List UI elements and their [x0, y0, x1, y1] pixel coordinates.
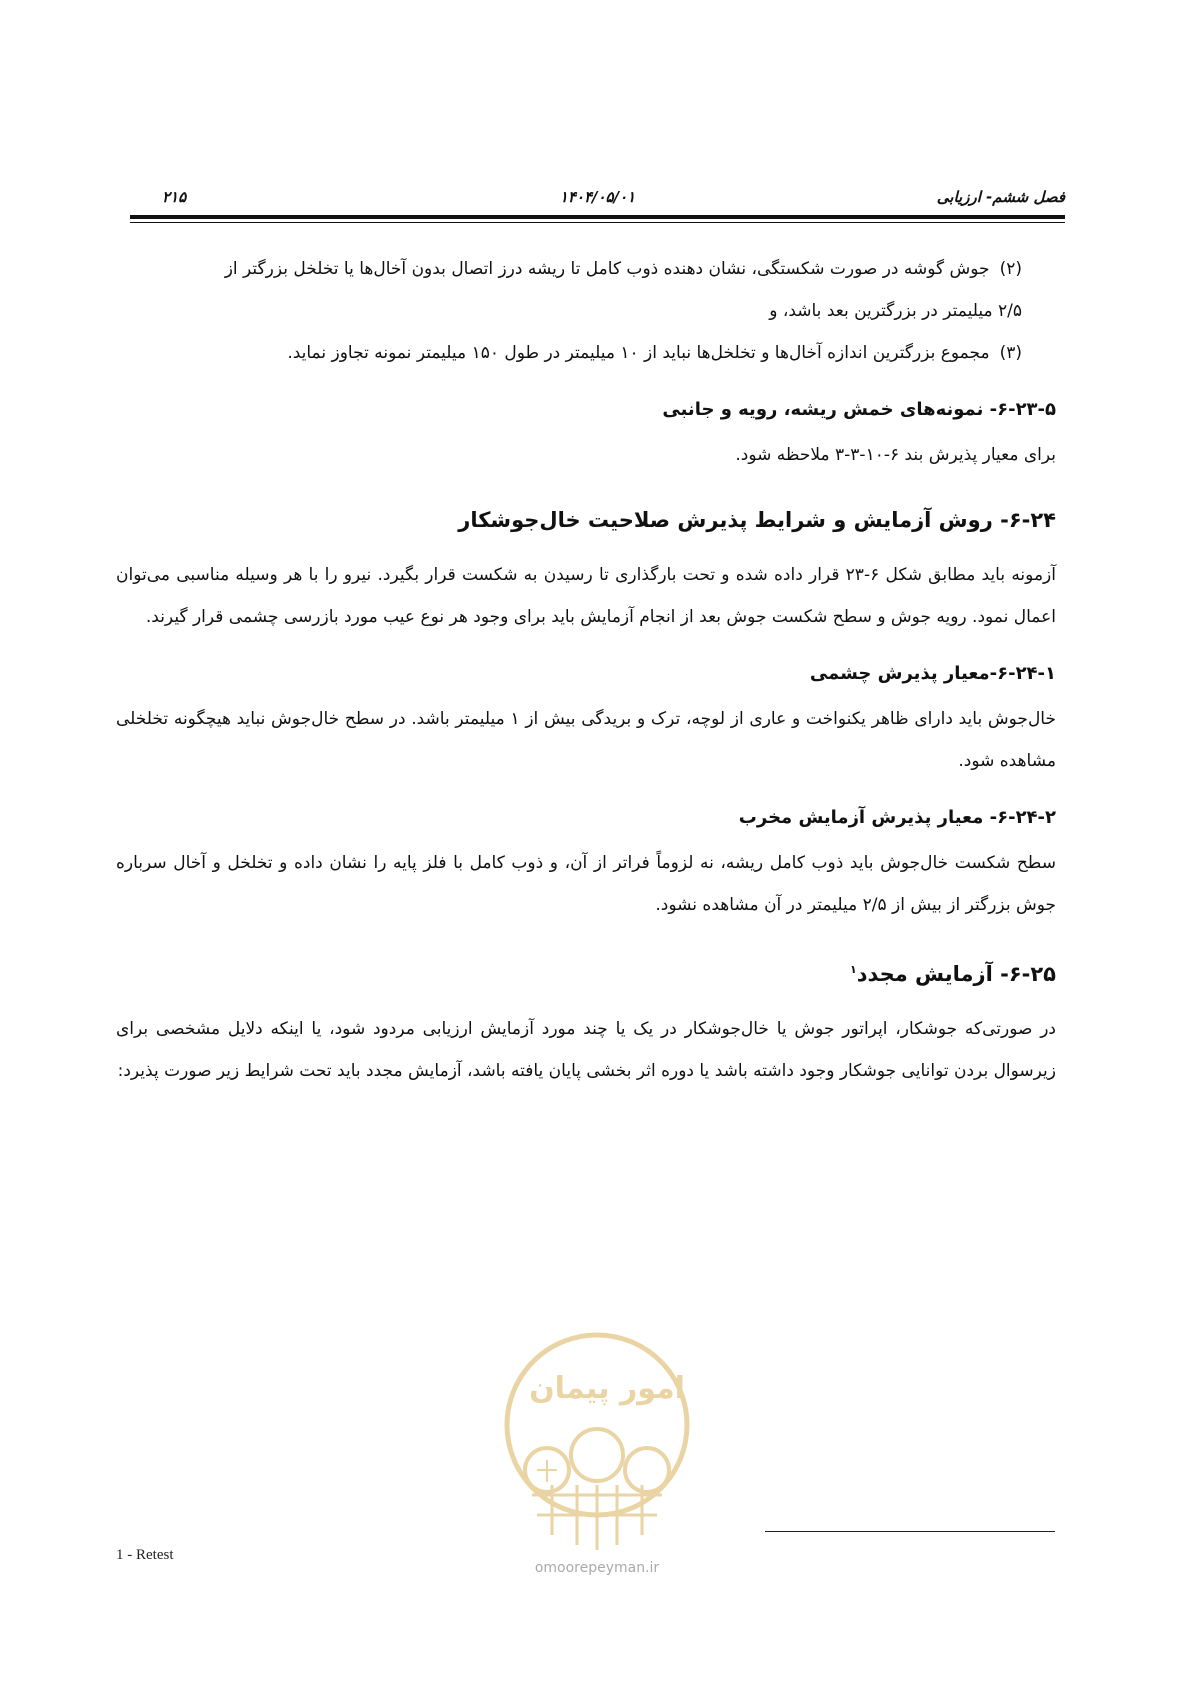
list-item-2-continued: ۲/۵ میلیمتر در بزرگترین بعد باشد، و	[769, 301, 1022, 321]
paragraph-6-25: در صورتی‌که جوشکار، اپراتور جوش یا خال‌جوشکار در یک یا چند مورد آزمایش ارزیابی مردود شود، یا اینکه دلایل مشخصی برای زیرسوال بردن توانایی جوشکار وجود داشته باشد یا دوره اثر بخشی پایان یافته باشد، آزمایش مجدد باید تحت شرایط زیر صورت پذیرد:	[116, 1019, 1056, 1081]
watermark-url: omoorepeyman.ir	[534, 1560, 660, 1576]
heading-6-24-2: ۶-۲۴-۲- معیار پذیرش آزمایش مخرب	[738, 807, 1056, 828]
list-text: مجموع بزرگترین اندازه آخال‌ها و تخلخل‌ها نباید از ۱۰ میلیمتر در طول ۱۵۰ میلیمتر نمونه تجاوز نماید.	[287, 343, 990, 363]
heading-6-24-1: ۶-۲۴-۱-معیار پذیرش چشمی	[809, 663, 1056, 684]
paragraph-6-24: آزمونه باید مطابق شکل ۶-۲۳ قرار داده شده و تحت بارگذاری تا رسیدن به شکست قرار بگیرد. نیرو را با هر وسیله مناسبی می‌توان اعمال نمود. رویه جوش و سطح شکست جوش بعد از انجام آزمایش باید برای وجود هر نوع عیب مورد بازرسی چشمی قرار گیرند.	[116, 565, 1056, 627]
list-number: (۲)	[999, 259, 1022, 279]
heading-6-25	[116, 950, 1056, 994]
paragraph-6-24-2: سطح شکست خال‌جوش باید ذوب کامل ریشه، نه لزوماً فراتر از آن، و ذوب کامل با فلز پایه را نشان داده و تخلخل و آخال سرباره جوش بزرگتر از بیش از ۲/۵ میلیمتر در آن مشاهده نشود.	[116, 853, 1056, 915]
scales-icon	[537, 1460, 557, 1482]
header-rule-thin	[130, 222, 1065, 223]
header-date: ۱۴۰۴/۰۵/۰۱	[559, 188, 636, 206]
chapter-title: فصل ششم- ارزیابی	[936, 188, 1065, 206]
footnote-marker: ۱	[849, 963, 857, 976]
list-text: جوش گوشه در صورت شکستگی، نشان دهنده ذوب کامل تا ریشه درز اتصال بدون آخال‌ها یا تخلخل بزرگتر از	[224, 259, 990, 279]
heading-6-24: ۶-۲۴- روش آزمایش و شرایط پذیرش صلاحیت خال‌جوشکار	[458, 508, 1056, 532]
list-number: (۳)	[999, 343, 1022, 363]
heading-6-23-5: ۶-۲۳-۵- نمونه‌های خمش ریشه، رویه و جانبی	[662, 399, 1056, 420]
paragraph-6-23-5: برای معیار پذیرش بند ۶-۱۰-۳-۳ ملاحظه شود.	[735, 445, 1056, 465]
running-header	[130, 188, 1065, 218]
header-rule-thick	[130, 215, 1065, 219]
grid-icon	[532, 1485, 662, 1550]
main-content	[116, 248, 1056, 1092]
footnote-rule	[765, 1531, 1055, 1532]
footnote: 1 - Retest	[116, 1547, 174, 1563]
logo-text: امور پیمان	[529, 1371, 685, 1406]
list-item-3	[116, 332, 1056, 374]
page-number: ۲۱۵	[162, 188, 187, 206]
heading-6-25-text: ۶-۲۵- آزمایش مجدد	[856, 962, 1056, 986]
paragraph-6-24-1: خال‌جوش باید دارای ظاهر یکنواخت و عاری از لوچه، ترک و بریدگی بیش از ۱ میلیمتر باشد. در سطح خال‌جوش نباید هیچگونه تخلخلی مشاهده شود.	[116, 709, 1056, 771]
watermark-logo	[492, 1320, 702, 1565]
list-item-2	[116, 248, 1056, 290]
